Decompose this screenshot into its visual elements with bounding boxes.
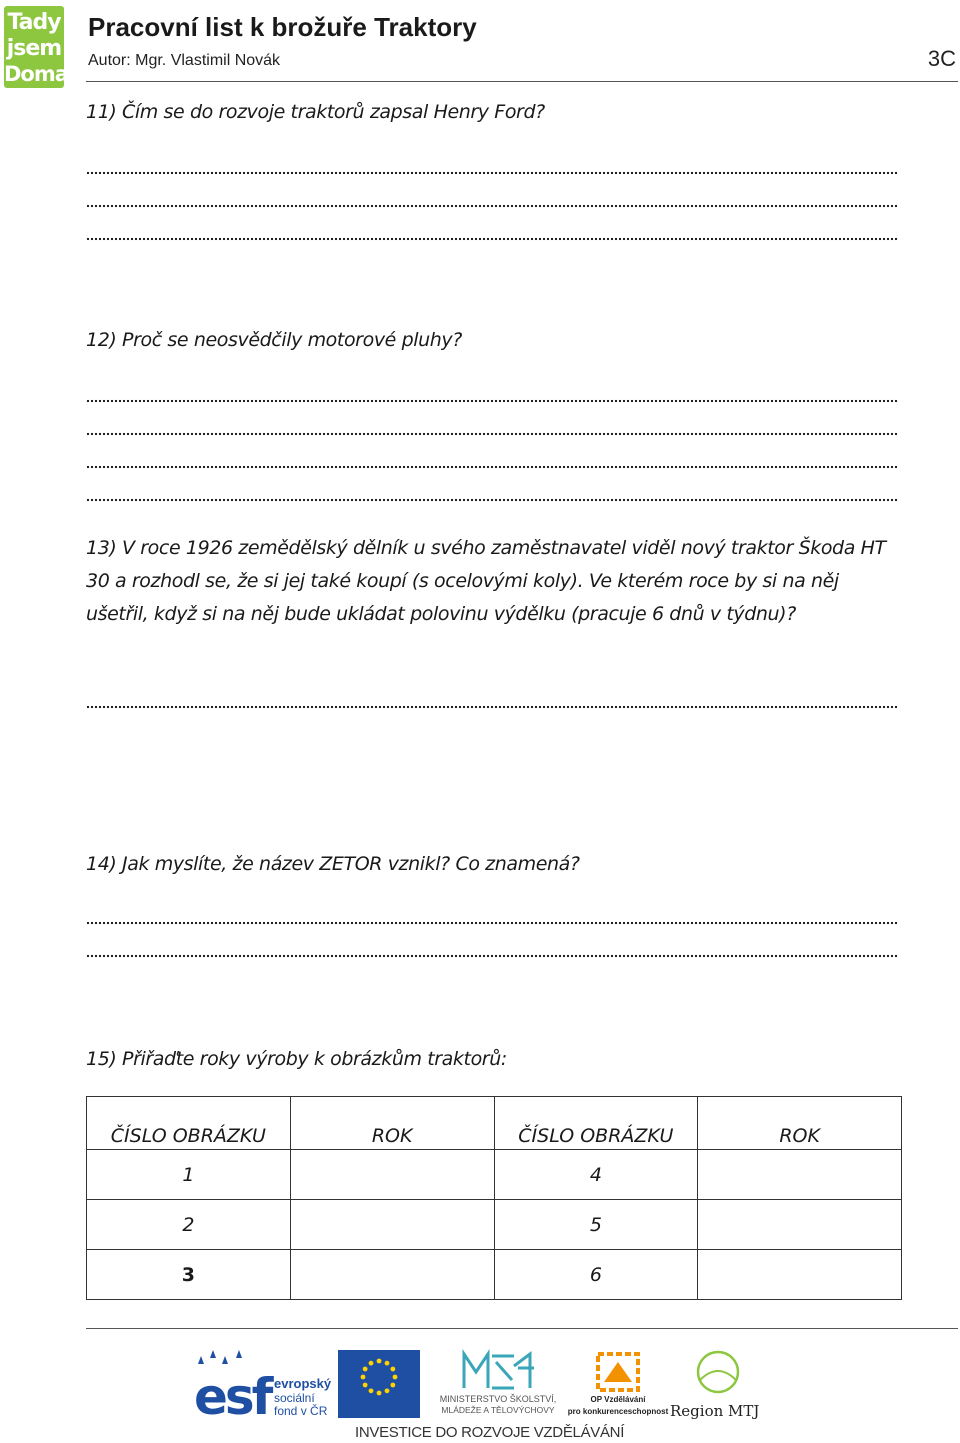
table-row: [87, 1250, 902, 1300]
image-number-cell: 6: [494, 1250, 698, 1300]
eu-star-icon: [369, 1388, 374, 1393]
eu-star-icon: [361, 1375, 366, 1380]
image-number-cell: 3: [87, 1250, 291, 1300]
op-vzdelavani-logo: [567, 1352, 669, 1418]
footer-divider: [86, 1328, 958, 1329]
image-number-cell: 5: [494, 1200, 698, 1250]
image-number-cell: 4: [494, 1150, 698, 1200]
logo-line-3: Doma: [4, 62, 68, 86]
answer-line[interactable]: [86, 431, 898, 437]
logo-line-1: Tady: [7, 10, 61, 35]
answer-line[interactable]: [86, 203, 898, 209]
msmt-line-2: MLÁDEŽE A TĚLOVÝCHOVY: [441, 1405, 555, 1415]
op-line-2: pro konkurenceschopnost: [567, 1407, 669, 1416]
table-row: [87, 1150, 902, 1200]
answer-line[interactable]: [86, 236, 898, 242]
footer-tagline: INVESTICE DO ROZVOJE VZDĚLÁVÁNÍ: [355, 1424, 625, 1441]
eu-star-icon: [363, 1383, 368, 1388]
question-13: 13) V roce 1926 zemědělský dělník u svého zaměstnavatel viděl nový traktor Škoda HT 30 a rozhodl se, že si jej také koupí (s ocelovými koly). Ve kterém roce by si na něj ušetřil, když si na něj bude ukládat polovinu výdělku (pracuje 6 dnů v týdnu)?: [86, 537, 886, 625]
answer-line[interactable]: [86, 497, 898, 503]
msmt-line-1: MINISTERSTVO ŠKOLSTVÍ,: [439, 1394, 557, 1404]
esf-line-3: fond v ČR: [274, 1404, 328, 1418]
header-cell: ROK: [698, 1097, 902, 1150]
eu-label: EVROPSKÁ UNIE: [339, 1404, 419, 1415]
page-title: Pracovní list k brožuře Traktory: [88, 12, 477, 42]
answer-line[interactable]: [86, 920, 898, 926]
year-cell[interactable]: [290, 1250, 494, 1300]
table-header-row: [87, 1097, 902, 1150]
year-cell[interactable]: [698, 1150, 902, 1200]
year-cell[interactable]: [290, 1200, 494, 1250]
image-number-cell: 2: [87, 1200, 291, 1250]
author-line: Autor: Mgr. Vlastimil Novák: [88, 52, 281, 69]
logo-line-2: jsem: [6, 36, 62, 61]
class-label: 3C: [927, 46, 956, 71]
eu-star-icon: [363, 1367, 368, 1372]
msmt-logo: [430, 1350, 566, 1416]
eu-star-icon: [377, 1391, 382, 1396]
table-row: [87, 1200, 902, 1250]
year-cell[interactable]: [698, 1200, 902, 1250]
esf-logo: [192, 1350, 332, 1426]
answer-line[interactable]: [86, 953, 898, 959]
esf-letters: esf: [194, 1368, 271, 1426]
region-mtj-logo: [670, 1350, 770, 1420]
esf-line-1: evropský: [274, 1376, 332, 1391]
esf-line-2: sociální: [274, 1391, 315, 1405]
answer-line[interactable]: [86, 704, 898, 710]
eu-star-icon: [385, 1361, 390, 1366]
header-cell: ROK: [290, 1097, 494, 1150]
answer-line[interactable]: [86, 170, 898, 176]
question-11: 11) Čím se do rozvoje traktorů zapsal Henry Ford?: [86, 101, 545, 123]
eu-star-icon: [393, 1375, 398, 1380]
eu-star-icon: [369, 1361, 374, 1366]
answer-line[interactable]: [86, 464, 898, 470]
op-line-1: OP Vzdělávání: [590, 1395, 646, 1404]
year-cell[interactable]: [290, 1150, 494, 1200]
eu-star-icon: [385, 1388, 390, 1393]
question-15: 15) Přiřaďte roky výroby k obrázkům traktorů:: [86, 1048, 507, 1070]
header-cell: ČÍSLO OBRÁZKU: [87, 1097, 291, 1150]
question-14: 14) Jak myslíte, že název ZETOR vznikl? Co znamená?: [86, 853, 580, 875]
year-cell[interactable]: [698, 1250, 902, 1300]
eu-star-icon: [390, 1367, 395, 1372]
eu-star-icon: [390, 1383, 395, 1388]
question-12: 12) Proč se neosvědčily motorové pluhy?: [86, 329, 462, 351]
years-table: [86, 1096, 902, 1300]
header-divider: [86, 81, 958, 82]
image-number-cell: 1: [87, 1150, 291, 1200]
region-label: Region MTJ: [670, 1402, 760, 1420]
tady-jsem-doma-logo: [4, 6, 68, 88]
header-cell: ČÍSLO OBRÁZKU: [494, 1097, 698, 1150]
answer-line[interactable]: [86, 398, 898, 404]
eu-star-icon: [377, 1359, 382, 1364]
